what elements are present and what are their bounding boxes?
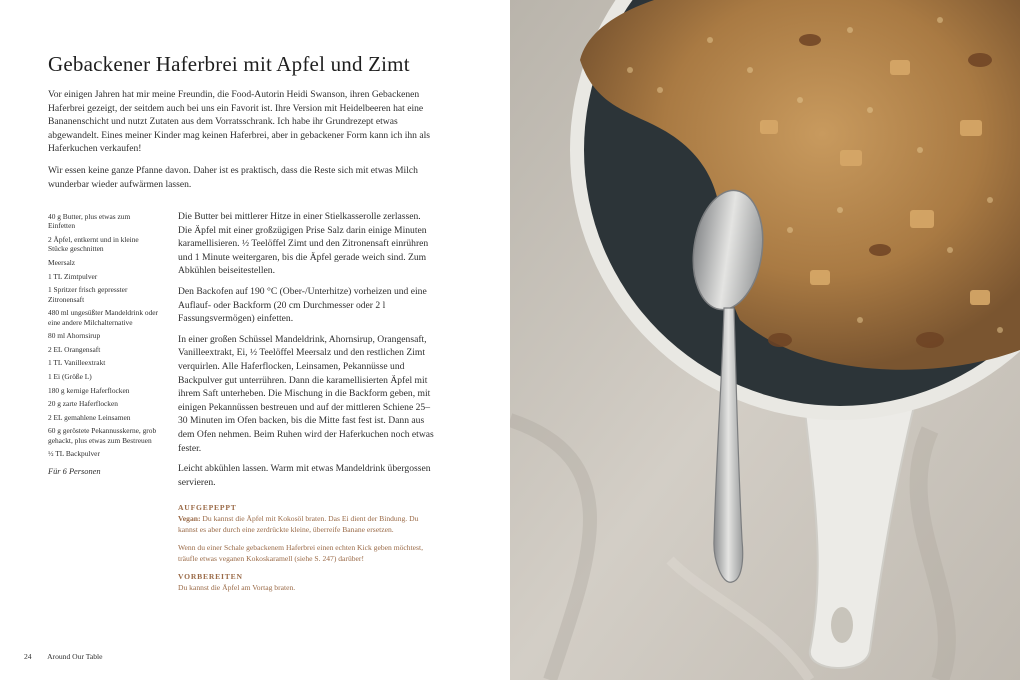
method-step: Die Butter bei mittlerer Hitze in einer Stielkasserolle zerlassen. Die Äpfel mit einer großzügigen Prise Salz darin einige Minuten karamellisieren. ½ Teelöffel Zimt und den Zitronensaft einrühren und 1 Minute weitergaren, bis die Äpfel gerade weich sind. Zum Abkühlen beiseitestellen. bbox=[178, 211, 429, 277]
ingredient-item: 480 ml ungesüßter Mandeldrink oder eine andere Milchalternative bbox=[48, 308, 159, 327]
tip-vegan bbox=[178, 513, 440, 535]
ingredient-item: 2 Äpfel, entkernt und in kleine Stücke geschnitten bbox=[48, 235, 139, 254]
ingredient-item: 1 Ei (Größe L) bbox=[48, 371, 92, 381]
ingredients-list bbox=[48, 212, 158, 459]
method-step: Den Backofen auf 190 °C (Ober-/Unterhitze) vorheizen und eine Auflauf- oder Backform (20 cm Durchmesser oder 2 l Fassungsvermögen) einfetten. bbox=[178, 285, 427, 325]
ingredient-item: 1 TL Vanilleextrakt bbox=[48, 358, 106, 368]
tip-heading-vorbereiten: VORBEREITEN bbox=[178, 572, 243, 581]
right-page bbox=[510, 0, 1020, 680]
tip-heading-aufgepeppt: AUFGEPEPPT bbox=[178, 503, 237, 512]
method-step: In einer großen Schüssel Mandeldrink, Ahornsirup, Orangensaft, Vanilleextrakt, Ei, ½ Teelöffel Meersalz und den restlichen Zimt verquirlen. Alle Haferflocken, Leinsamen, Pekannüsse und Backpulver gut unterrühren. Dann die karamellisierten Äpfel mit ihrem Saft unterheben. Die Mischung in die Backform geben, mit einigen Pekannüssen bestreuen und auf der mittleren Schiene 25–30 Minuten im Ofen backen, bis die Mitte fast fest ist. Dann aus dem Ofen nehmen. Beim Ruhen wird der Haferkuchen noch etwas fester. bbox=[178, 333, 434, 454]
ingredient-item: 1 TL Zimtpulver bbox=[48, 271, 98, 281]
recipe-title: Gebackener Haferbrei mit Apfel und Zimt bbox=[48, 52, 410, 76]
ingredient-item: 80 ml Ahornsirup bbox=[48, 331, 101, 341]
page-number: 24 bbox=[24, 652, 32, 661]
ingredient-item: Meersalz bbox=[48, 258, 76, 267]
ingredient-item: 40 g Butter, plus etwas zum Einfetten bbox=[48, 212, 131, 231]
ingredient-item: ½ TL Backpulver bbox=[48, 449, 100, 459]
ingredient-item: 180 g kernige Haferflocken bbox=[48, 385, 130, 395]
page-footer bbox=[24, 652, 117, 661]
recipe-intro bbox=[48, 88, 430, 199]
tip-kick: Wenn du einer Schale gebackenem Haferbrei einen echten Kick geben möchtest, träufle etwas veganen Kokoskaramell (siehe S. 247) darüber! bbox=[178, 543, 424, 563]
ingredient-item: 2 EL Orangensaft bbox=[48, 344, 101, 354]
ingredient-item: 2 EL gemahlene Leinsamen bbox=[48, 412, 131, 422]
handle-hole bbox=[831, 607, 853, 643]
method-column bbox=[178, 210, 436, 496]
ingredient-item: 60 g geröstete Pekannusskerne, grob gehackt, plus etwas zum Bestreuen bbox=[48, 426, 157, 445]
ingredient-item: 1 Spritzer frisch gepresster Zitronensaft bbox=[48, 285, 128, 304]
servings: Für 6 Personen bbox=[48, 466, 101, 476]
ingredient-item: 20 g zarte Haferflocken bbox=[48, 399, 118, 409]
baked-oatmeal-skillet-photo bbox=[510, 0, 1020, 680]
book-title: Around Our Table bbox=[47, 652, 103, 661]
intro-paragraph: Wir essen keine ganze Pfanne davon. Daher ist es praktisch, dass die Reste sich mit etwas Milch wunderbar wieder aufwärmen lassen. bbox=[48, 164, 418, 190]
intro-paragraph: Vor einigen Jahren hat mir meine Freundin, die Food-Autorin Heidi Swanson, ihren Gebackenen Haferbrei gezeigt, der seitdem auch bei uns ein Favorit ist. Ihre Version mit Heidelbeeren hat eine Bananenschicht und nutzt Zutaten aus dem Vorratsschrank. Ich habe ihr Grundrezept etwas abgewandelt. Eines meiner Kinder mag keinen Haferbrei, aber in gebackener Form kann ich ihn als Haferkuchen verkaufen! bbox=[48, 89, 431, 155]
method-step: Leicht abkühlen lassen. Warm mit etwas Mandeldrink übergossen servieren. bbox=[178, 463, 431, 488]
tips-box bbox=[178, 502, 440, 600]
tip-vegan-text: Du kannst die Äpfel mit Kokosöl braten. Das Ei dient der Bindung. Du kannst es aber durch eine zerdrückte kleine, überreife Banane ersetzen. bbox=[178, 514, 419, 534]
ingredients-column bbox=[48, 212, 158, 476]
tip-vegan-label: Vegan: bbox=[178, 514, 201, 523]
tip-prep: Du kannst die Äpfel am Vortag braten. bbox=[178, 583, 296, 592]
